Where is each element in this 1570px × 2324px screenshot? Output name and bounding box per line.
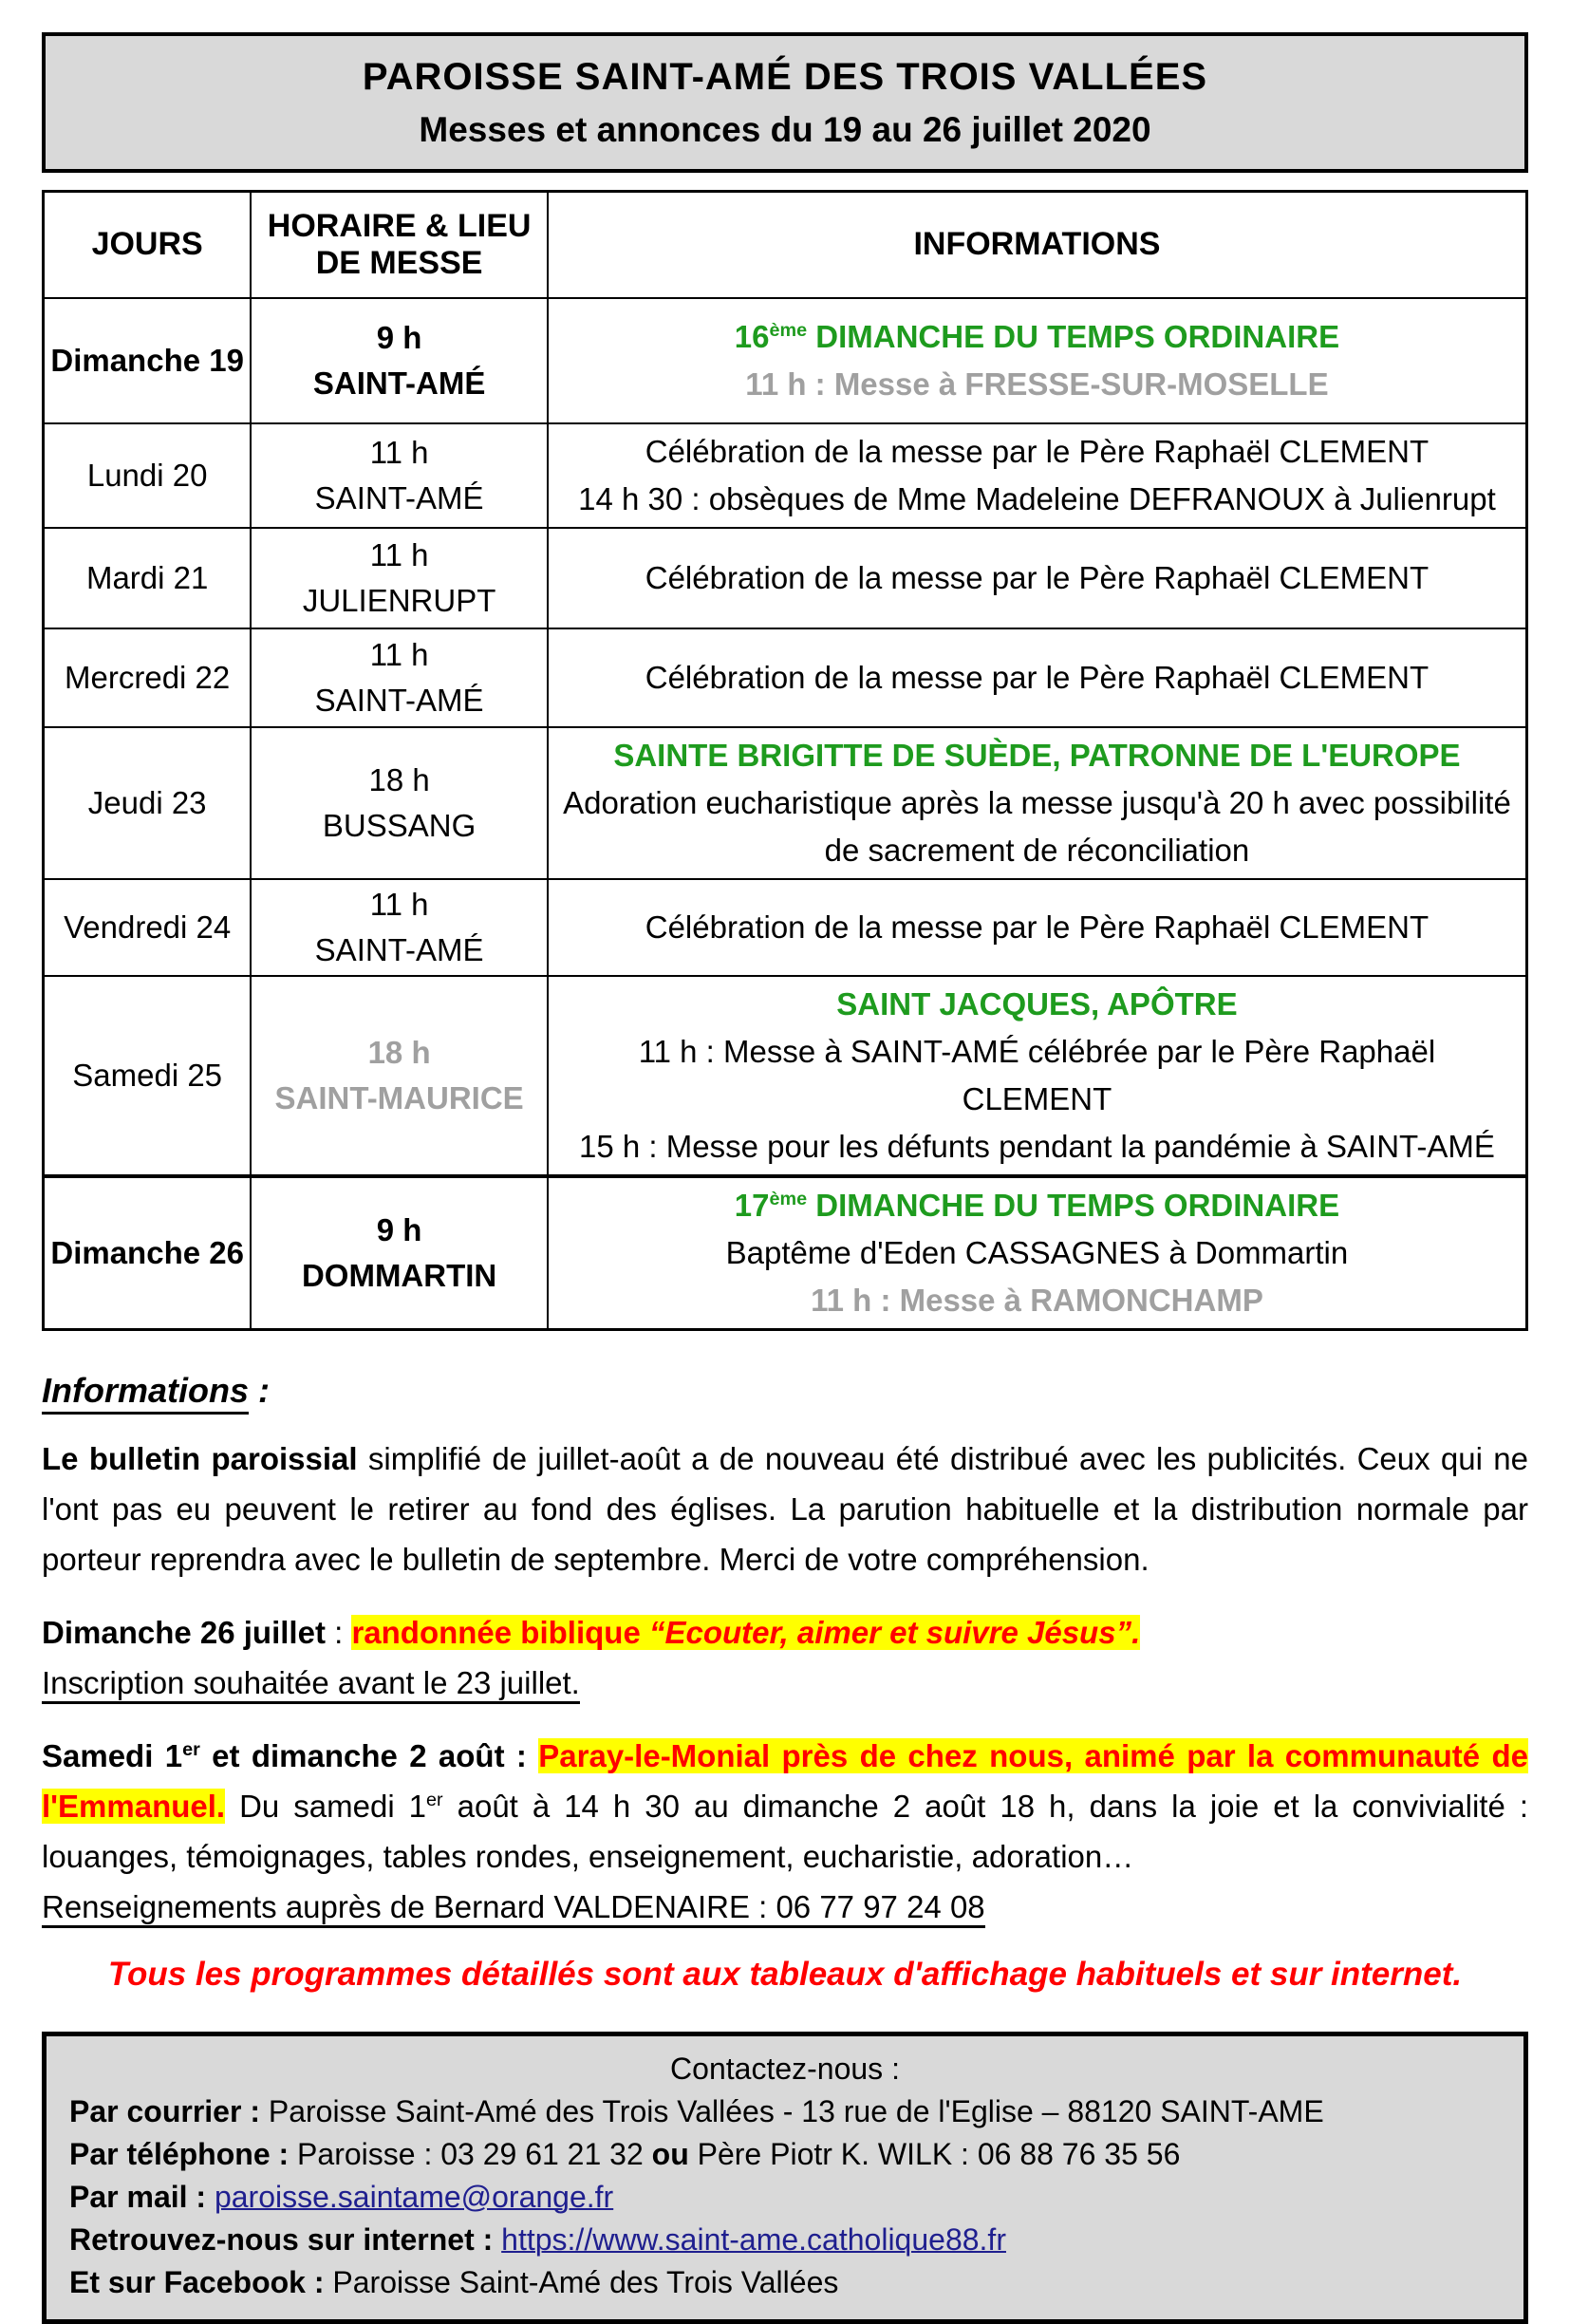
column-header-jours: JOURS	[44, 192, 252, 298]
day-cell: Samedi 25	[44, 976, 252, 1176]
paragraph	[42, 1607, 1528, 1708]
info-line: Célébration de la messe par le Père Raphaël CLEMENT	[645, 433, 1430, 469]
mass-time: 9 h	[376, 1211, 422, 1247]
table-row-lundi-20	[44, 423, 1527, 528]
mass-time: 11 h	[369, 636, 429, 672]
info-line: 16ème DIMANCHE DU TEMPS ORDINAIRE	[734, 318, 1340, 354]
table-row-dimanche-26	[44, 1176, 1527, 1330]
paragraph	[42, 1731, 1528, 1932]
day-cell: Mercredi 22	[44, 628, 252, 727]
page-subtitle: Messes et annonces du 19 au 26 juillet 2020	[419, 109, 1151, 149]
info-cell	[548, 628, 1527, 727]
info-cell	[548, 879, 1527, 976]
website-link[interactable]: https://www.saint-ame.catholique88.fr	[501, 2221, 1006, 2257]
schedule-cell	[251, 879, 548, 976]
day-cell: Vendredi 24	[44, 879, 252, 976]
header-box	[42, 32, 1528, 173]
paragraph	[42, 1949, 1528, 1999]
mass-place: SAINT-AMÉ	[314, 479, 484, 515]
informations-heading	[42, 1371, 1528, 1411]
text-segment: Paray-le-Monial près de chez nous, animé par la communauté de l'Emmanuel.	[42, 1737, 1528, 1824]
contact-website-line	[69, 2219, 1501, 2261]
info-cell	[548, 1176, 1527, 1330]
mass-place: SAINT-AMÉ	[312, 365, 486, 401]
page-title: PAROISSE SAINT-AMÉ DES TROIS VALLÉES	[362, 55, 1208, 98]
table-body	[44, 298, 1527, 1330]
info-line: SAINTE BRIGITTE DE SUÈDE, PATRONNE DE L'EUROPE	[613, 737, 1461, 773]
mass-time: 11 h	[369, 886, 429, 922]
schedule-cell	[251, 423, 548, 528]
mass-place: SAINT-AMÉ	[314, 931, 484, 967]
table-row-samedi-25	[44, 976, 1527, 1176]
table-row-dimanche-19	[44, 298, 1527, 423]
info-line: Adoration eucharistique après la messe jusqu'à 20 h avec possibilité de sacrement de réconciliation	[563, 784, 1511, 868]
contact-email-line	[69, 2176, 1501, 2219]
text-segment: Le bulletin paroissial	[42, 1440, 358, 1476]
info-cell	[548, 528, 1527, 628]
contact-mail-address-line	[69, 2090, 1501, 2133]
info-line: 11 h : Messe à RAMONCHAMP	[811, 1282, 1263, 1318]
info-line: Baptême d'Eden CASSAGNES à Dommartin	[725, 1234, 1349, 1270]
table-header-row	[44, 192, 1527, 298]
paragraph	[42, 1434, 1528, 1584]
info-cell	[548, 727, 1527, 879]
mass-time: 9 h	[376, 319, 422, 355]
text-segment: “Ecouter, aimer et suivre Jésus”.	[648, 1614, 1141, 1650]
email-link[interactable]: paroisse.saintame@orange.fr	[214, 2179, 614, 2214]
day-cell: Lundi 20	[44, 423, 252, 528]
day-cell: Dimanche 26	[44, 1176, 252, 1330]
info-line: 11 h : Messe à SAINT-AMÉ célébrée par le Père Raphaël CLEMENT	[638, 1033, 1436, 1116]
day-cell: Jeudi 23	[44, 727, 252, 879]
schedule-cell	[251, 298, 548, 423]
info-line: 11 h : Messe à FRESSE-SUR-MOSELLE	[745, 365, 1329, 402]
mass-place: JULIENRUPT	[302, 582, 496, 618]
contact-title: Contactez-nous :	[670, 2051, 900, 2086]
mass-schedule-table	[42, 190, 1528, 1331]
text-segment: Inscription souhaitée avant le 23 juillet.	[42, 1665, 580, 1704]
informations-section	[42, 1434, 1528, 1999]
text-segment: Par téléphone :	[69, 2136, 298, 2171]
text-segment: Par mail :	[69, 2179, 215, 2214]
text-segment: Dimanche 26 juillet	[42, 1614, 326, 1650]
text-segment: Tous les programmes détaillés sont aux tableaux d'affichage habituels et sur internet.	[107, 1955, 1463, 1993]
text-segment: :	[325, 1614, 352, 1650]
column-header-horaire: HORAIRE & LIEU DE MESSE	[251, 192, 548, 298]
mass-place: DOMMARTIN	[301, 1257, 497, 1293]
text-segment: Et sur Facebook :	[69, 2264, 333, 2299]
schedule-cell	[251, 976, 548, 1176]
informations-heading-text: Informations	[42, 1371, 249, 1415]
info-line: Célébration de la messe par le Père Raphaël CLEMENT	[645, 559, 1430, 595]
text-segment: Samedi 1er et dimanche 2 août :	[42, 1737, 539, 1773]
table-row-mercredi-22	[44, 628, 1527, 727]
info-cell	[548, 298, 1527, 423]
text-segment: Renseignements auprès de Bernard VALDENAIRE : 06 77 97 24 08	[42, 1889, 985, 1928]
text-segment: Du samedi 1er août à 14 h 30 au dimanche 2 août 18 h, dans la joie et la convivialité : louanges, témoignages, tables rondes, enseignement, eucharistie, adoration…	[42, 1788, 1528, 1874]
informations-heading-colon: :	[249, 1370, 271, 1410]
info-cell	[548, 423, 1527, 528]
info-line: Célébration de la messe par le Père Raphaël CLEMENT	[645, 659, 1430, 695]
mass-time: 11 h	[369, 434, 429, 470]
mass-time: 18 h	[368, 761, 430, 797]
mass-place: SAINT-MAURICE	[274, 1079, 524, 1115]
day-cell: Mardi 21	[44, 528, 252, 628]
contact-lines	[69, 2090, 1501, 2304]
text-segment: ou	[651, 2136, 689, 2171]
text-segment: Paroisse Saint-Amé des Trois Vallées	[332, 2264, 839, 2299]
text-segment: simplifié de juillet-août a de nouveau été distribué avec les publicités. Ceux qui ne l'ont pas eu peuvent le retirer au fond des églises. La parution habituelle et la distribution normale par porteur reprendra avec le bulletin de septembre. Merci de votre compréhension.	[42, 1440, 1528, 1577]
schedule-cell	[251, 727, 548, 879]
mass-place: BUSSANG	[322, 807, 477, 843]
mass-time: 11 h	[369, 536, 429, 572]
mass-place: SAINT-AMÉ	[314, 682, 484, 718]
contact-box	[42, 2032, 1528, 2324]
text-segment: Retrouvez-nous sur internet :	[69, 2221, 502, 2257]
text-segment: Par courrier :	[69, 2093, 269, 2128]
info-line: Célébration de la messe par le Père Raphaël CLEMENT	[645, 909, 1430, 945]
table-row-mardi-21	[44, 528, 1527, 628]
schedule-cell	[251, 1176, 548, 1330]
column-header-informations: INFORMATIONS	[548, 192, 1527, 298]
info-line: 14 h 30 : obsèques de Mme Madeleine DEFRANOUX à Julienrupt	[578, 480, 1496, 516]
text-segment: Père Piotr K. WILK : 06 88 76 35 56	[688, 2136, 1181, 2171]
table-row-jeudi-23	[44, 727, 1527, 879]
table-row-vendredi-24	[44, 879, 1527, 976]
info-line: 15 h : Messe pour les défunts pendant la pandémie à SAINT-AMÉ	[579, 1128, 1495, 1164]
mass-time: 18 h	[367, 1034, 431, 1070]
contact-facebook-line	[69, 2261, 1501, 2304]
schedule-cell	[251, 528, 548, 628]
info-cell	[548, 976, 1527, 1176]
schedule-cell	[251, 628, 548, 727]
info-line: SAINT JACQUES, APÔTRE	[836, 985, 1238, 1021]
text-segment: randonnée biblique	[351, 1614, 649, 1650]
info-line: 17ème DIMANCHE DU TEMPS ORDINAIRE	[734, 1187, 1340, 1223]
text-segment: Paroisse : 03 29 61 21 32	[297, 2136, 652, 2171]
text-segment: Paroisse Saint-Amé des Trois Vallées - 13 rue de l'Eglise – 88120 SAINT-AME	[268, 2093, 1324, 2128]
day-cell: Dimanche 19	[44, 298, 252, 423]
contact-phone-line	[69, 2133, 1501, 2176]
